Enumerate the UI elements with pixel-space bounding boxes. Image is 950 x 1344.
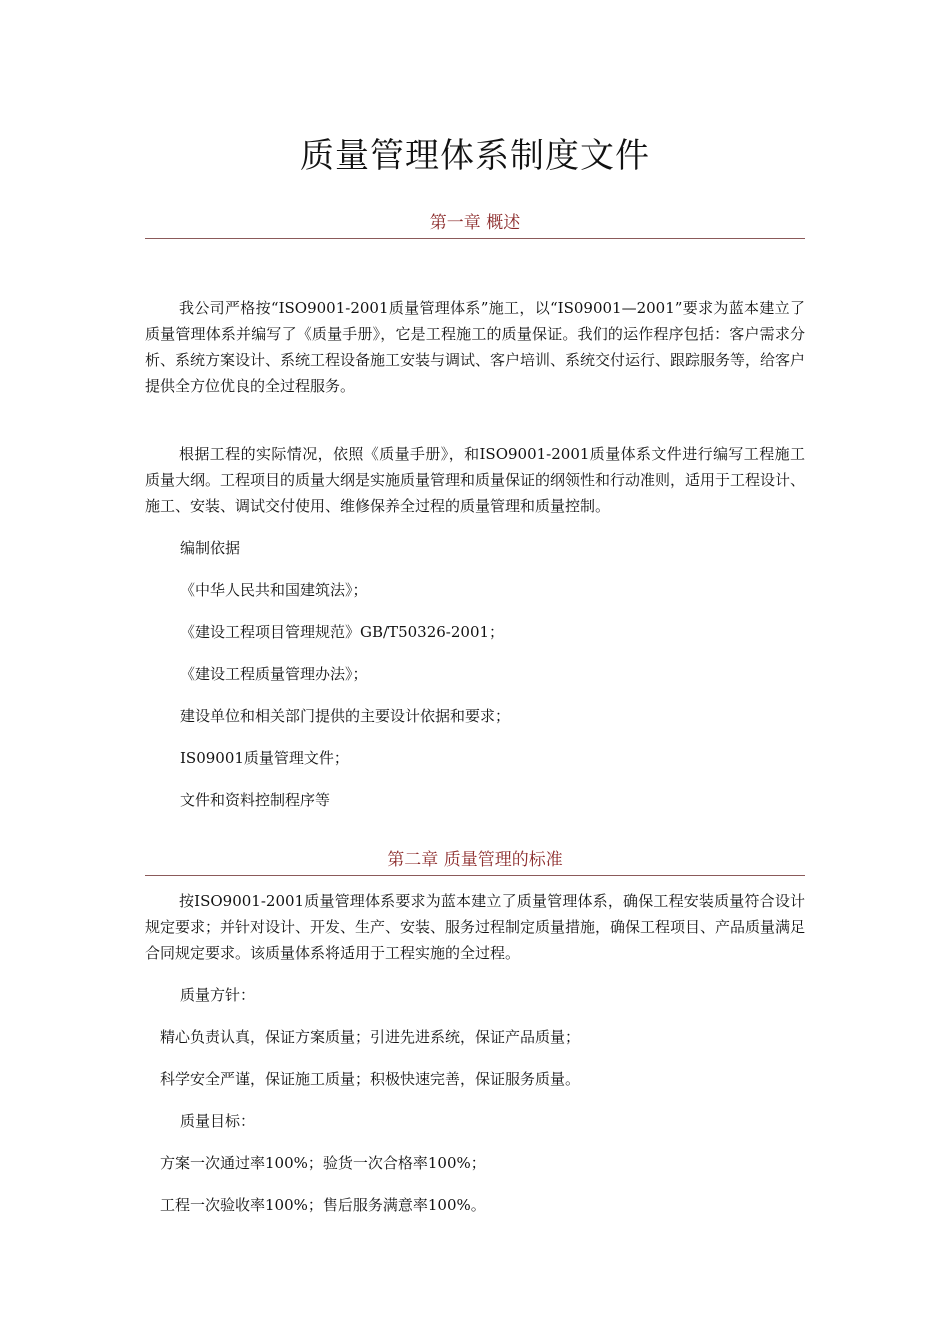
goal-title: 质量目标： <box>180 1112 256 1130</box>
policy-line-2: 科学安全严谨，保证施工质量；积极快速完善，保证服务质量。 <box>160 1070 581 1088</box>
document-title: 质量管理体系制度文件 <box>300 136 650 176</box>
policy-line-1: 精心负责认真，保证方案质量；引进先进系统，保证产品质量； <box>160 1028 581 1046</box>
basis-title: 编制依据 <box>180 539 241 557</box>
basis-item-3: 《建设工程质量管理办法》； <box>180 665 368 683</box>
goal-line-1: 方案一次通过率100%；验货一次合格率100%； <box>160 1154 486 1172</box>
chapter-1-paragraph-1: 我公司严格按“ISO9001-2001质量管理体系”施工，以“IS09001—2001”要求为蓝本建立了质量管理体系并编写了《质量手册》，它是工程施工的质量保证。我们的运作程序包括：客户需求分析、系统方案设计、系统工程设备施工安装与调试、客户培训、系统交付运行、跟踪服务等，给客户提供全方位优良的全过程服务。 <box>145 299 806 395</box>
basis-item-6: 文件和资料控制程序等 <box>180 791 331 809</box>
chapter-2-heading: 第二章 质量管理的标准 <box>145 845 805 876</box>
basis-item-5: IS09001质量管理文件； <box>180 749 349 767</box>
chapter-1-paragraph-2: 根据工程的实际情况，依照《质量手册》，和ISO9001-2001质量体系文件进行编写工程施工质量大纲。工程项目的质量大纲是实施质量管理和质量保证的纲领性和行动准则，适用于工程设计、施工、安装、调试交付使用、维修保养全过程的质量管理和质量控制。 <box>145 445 806 515</box>
basis-item-4: 建设单位和相关部门提供的主要设计依据和要求； <box>180 707 511 725</box>
policy-title: 质量方针： <box>180 986 256 1004</box>
chapter-2-paragraph: 按ISO9001-2001质量管理体系要求为蓝本建立了质量管理体系，确保工程安装质量符合设计规定要求；并针对设计、开发、生产、安装、服务过程制定质量措施，确保工程项目、产品质量满足合同规定要求。该质量体系将适用于工程实施的全过程。 <box>145 892 806 962</box>
basis-item-1: 《中华人民共和国建筑法》； <box>180 581 368 599</box>
goal-line-2: 工程一次验收率100%；售后服务满意率100%。 <box>160 1196 486 1214</box>
basis-item-2: 《建设工程项目管理规范》GB/T50326-2001； <box>180 623 505 641</box>
chapter-1-heading: 第一章 概述 <box>145 208 805 239</box>
